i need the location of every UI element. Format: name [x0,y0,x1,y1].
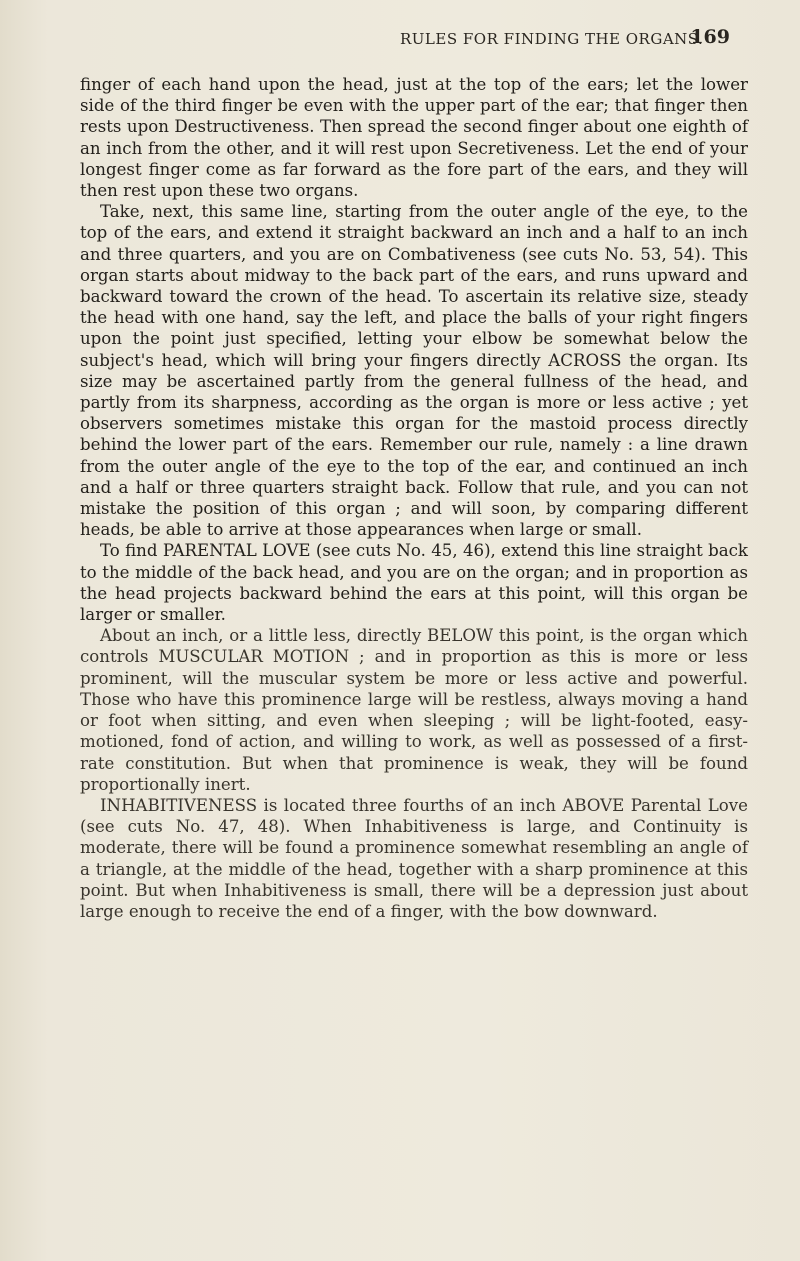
running-head: RULES FOR FINDING THE ORGANS. [400,30,704,48]
paragraph-4: About an inch, or a little less, directly BELOW this point, is the organ which controls MUSCULAR MOTION ; and in proportion as this is more or less prominent, will the muscular system be more or less active and powerful. Those who have this prominence large will be restless, always moving a hand or foot when sitting, and even when sleeping ; will be light-footed, easy-motioned, fond of action, and willing to work, as well as possessed of a first-rate constitution. But when that prominence is weak, they will be found proportionally inert. [80,626,748,794]
paragraph-1: finger of each hand upon the head, just at the top of the ears; let the lower side of the third finger be even with the upper part of the ear; that finger then rests upon Destructiveness. Then spread the second finger about one eighth of an inch from the other, and it will rest upon Secretiveness. Let the end of your longest finger come as far forward as the fore part of the ears, and they will then rest upon these two organs. [80,75,748,201]
paragraph-5: INHABITIVENESS is located three fourths of an inch ABOVE Parental Love (see cuts No. 47, 48). When Inhabitiveness is large, and Continuity is moderate, there will be found a prominence somewhat resembling an angle of a triangle, at the middle of the head, together with a sharp prominence at this point. But when Inhabitiveness is small, there will be a depression just about large enough to receive the end of a finger, with the bow downward. [80,795,748,921]
paragraph-2: Take, next, this same line, starting from the outer angle of the eye, to the top of the ears, and extend it straight backward an inch and a half to an inch and three quarters, and you are on Combativeness (see cuts No. 53, 54). This organ starts about midway to the back part of the ears, and runs upward and backward toward the crown of the head. To ascertain its relative size, steady the head with one hand, say the left, and place the balls of your right fingers upon the point just specified, letting your elbow be somewhat below the subject's head, which will bring your fingers directly ACROSS the organ. Its size may be ascertained partly from the general fullness of the head, and partly from its sharpness, according as the organ is more or less active ; yet observers sometimes mistake this organ for the mastoid process directly behind the lower part of the ears. Remember our rule, namely : a line drawn from the outer angle of the eye to the top of the ear, and continued an inch and a half or three quarters straight back. Follow that rule, and you can not mistake the position of this organ ; and will soon, by comparing different heads, be able to arrive at those appearances when large or small. [80,202,748,540]
paragraph-3: To find PARENTAL LOVE (see cuts No. 45, 46), extend this line straight back to the middle of the back head, and you are on the organ; and in proportion as the head projects backward behind the ears at this point, will this organ be larger or smaller. [80,541,748,625]
page-header [80,26,750,74]
body-text [80,74,748,922]
page-number: 169 [690,26,730,48]
